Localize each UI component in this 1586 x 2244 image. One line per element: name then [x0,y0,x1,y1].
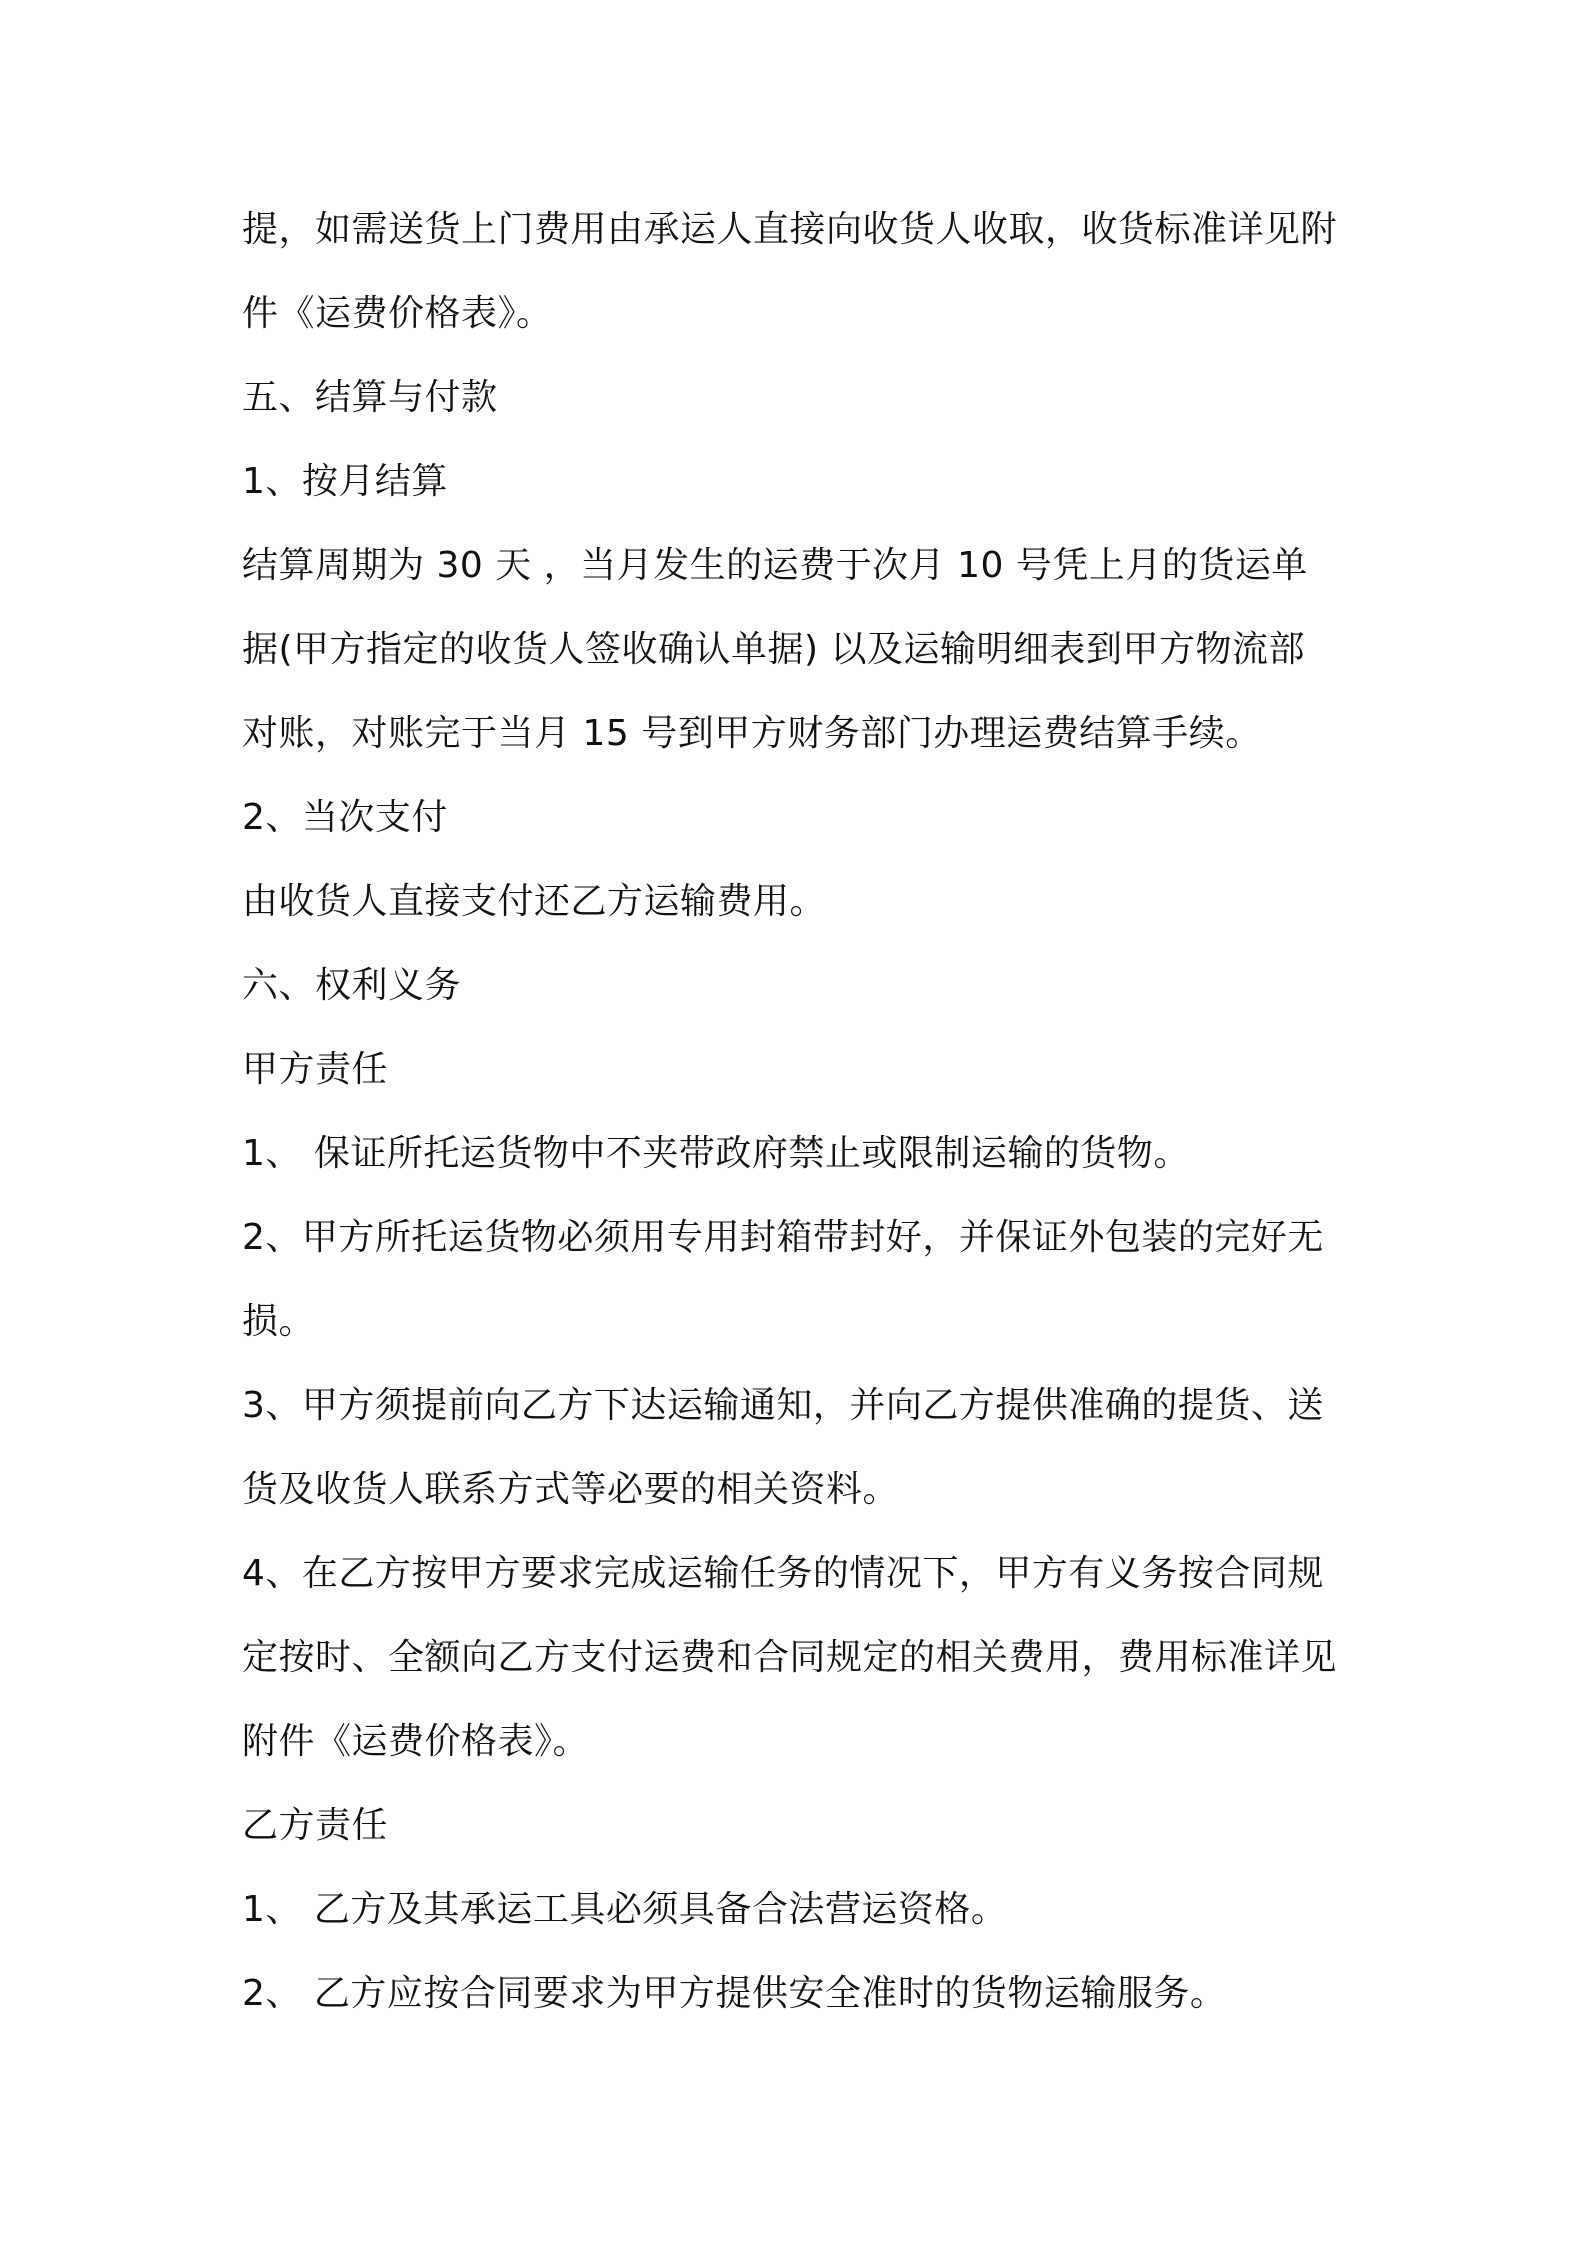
section-heading: 六、权利义务 [242,965,462,1006]
subsection-heading: 2、当次支付 [242,797,448,838]
text-line: 件《运费价格表》。 [242,293,553,334]
list-item: 2、 乙方应按合同要求为甲方提供安全准时的货物运输服务。 [242,1973,1227,2014]
text-line: 损。 [242,1301,316,1342]
text-line: 对账，对账完于当月 15 号到甲方财务部门办理运费结算手续。 [242,713,1262,754]
section-heading: 五、结算与付款 [242,377,498,418]
list-item: 1、 乙方及其承运工具必须具备合法营运资格。 [242,1889,1008,1930]
list-item: 2、甲方所托运货物必须用专用封箱带封好，并保证外包装的完好无 [242,1217,1324,1258]
text-line: 提，如需送货上门费用由承运人直接向收货人收取，收货标准详见附 [242,209,1338,250]
subsection-heading: 乙方责任 [242,1805,389,1846]
text-line: 定按时、全额向乙方支付运费和合同规定的相关费用，费用标准详见 [242,1637,1338,1678]
text-line: 据(甲方指定的收货人签收确认单据) 以及运输明细表到甲方物流部 [242,629,1306,670]
list-item: 3、甲方须提前向乙方下达运输通知，并向乙方提供准确的提货、送 [242,1385,1324,1426]
list-item: 1、 保证所托运货物中不夹带政府禁止或限制运输的货物。 [242,1133,1190,1174]
text-line: 货及收货人联系方式等必要的相关资料。 [242,1469,900,1510]
text-line: 由收货人直接支付还乙方运输费用。 [242,881,827,922]
subsection-heading: 1、按月结算 [242,461,448,502]
text-line: 结算周期为 30 天 ，当月发生的运费于次月 10 号凭上月的货运单 [242,545,1308,586]
list-item: 4、在乙方按甲方要求完成运输任务的情况下，甲方有义务按合同规 [242,1553,1324,1594]
text-line: 附件《运费价格表》。 [242,1721,590,1762]
subsection-heading: 甲方责任 [242,1049,389,1090]
